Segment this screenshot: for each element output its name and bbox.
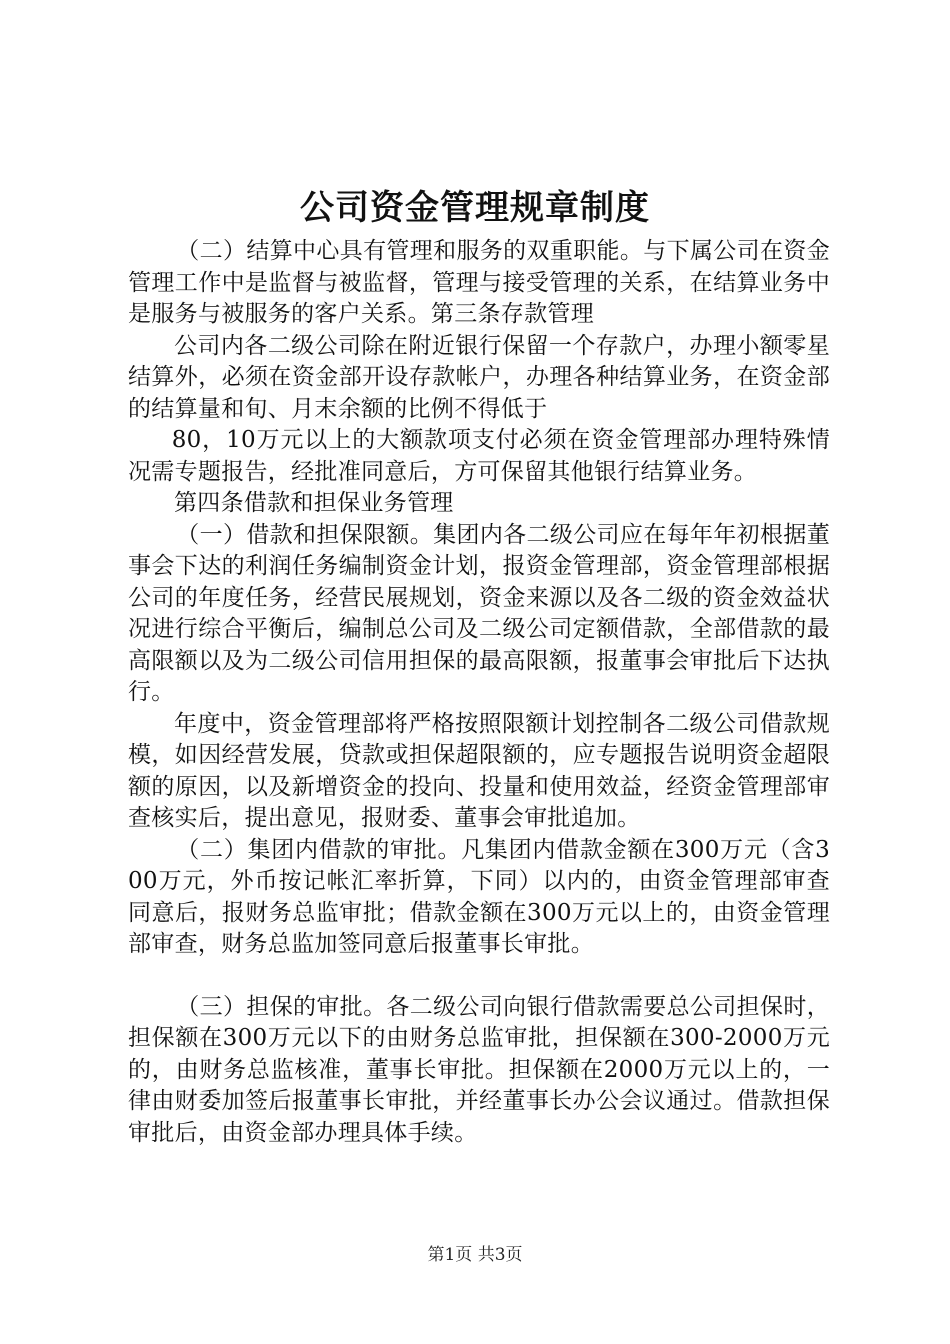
paragraph-loan-approval: （二）集团内借款的审批。凡集团内借款金额在300万元（含300万元，外币按记帐汇率折算，下同）以内的，由资金管理部审查同意后，报财务总监审批；借款金额在300万元以上的，由资金管理部审查，财务总监加签同意后报董事长审批。 (128, 836, 830, 957)
section-heading-loans-guarantees: 第四条借款和担保业务管理 (174, 490, 454, 516)
paragraph-settlement-center: （二）结算中心具有管理和服务的双重职能。与下属公司在资金管理工作中是监督与被监督，管理与接受管理的关系，在结算业务中是服务与被服务的客户关系。第三条存款管理 (128, 238, 830, 327)
paragraph-large-payments: 80，10万元以上的大额款项支付必须在资金管理部办理特殊情况需专题报告，经批准同意后，方可保留其他银行结算业务。 (128, 427, 830, 485)
paragraph-loan-limits: （一）借款和担保限额。集团内各二级公司应在每年年初根据董事会下达的利润任务编制资金计划，报资金管理部，资金管理部根据公司的年度任务，经营民展规划，资金来源以及各二级的资金效益状况进行综合平衡后，编制总公司及二级公司定额借款，全部借款的最高限额以及为二级公司信用担保的最高限额，报董事会审批后下达执行。 (128, 521, 830, 705)
paragraph-guarantee-approval: （三）担保的审批。各二级公司向银行借款需要总公司担保时，担保额在300万元以下的由财务总监审批，担保额在300-2000万元的，由财务总监核准，董事长审批。担保额在2000万元以上的，一律由财委加签后报董事长审批，并经董事长办公会议通过。借款担保审批后，由资金部办理具体手续。 (128, 993, 830, 1146)
paragraph-spacer (128, 961, 830, 992)
document-title: 公司资金管理规章制度 (300, 188, 650, 228)
document-body (128, 236, 830, 1149)
paragraph-deposit-accounts: 公司内各二级公司除在附近银行保留一个存款户，办理小额零星结算外，必须在资金部开设存款帐户，办理各种结算业务，在资金部的结算量和旬、月末余额的比例不得低于 (128, 332, 830, 422)
paragraph-annual-control: 年度中，资金管理部将严格按照限额计划控制各二级公司借款规模，如因经营发展，贷款或担保超限额的，应专题报告说明资金超限额的原因，以及新增资金的投向、投量和使用效益，经资金管理部审查核实后，提出意见，报财委、董事会审批追加。 (128, 710, 830, 831)
page-number: 第1页 共3页 (427, 1245, 523, 1265)
